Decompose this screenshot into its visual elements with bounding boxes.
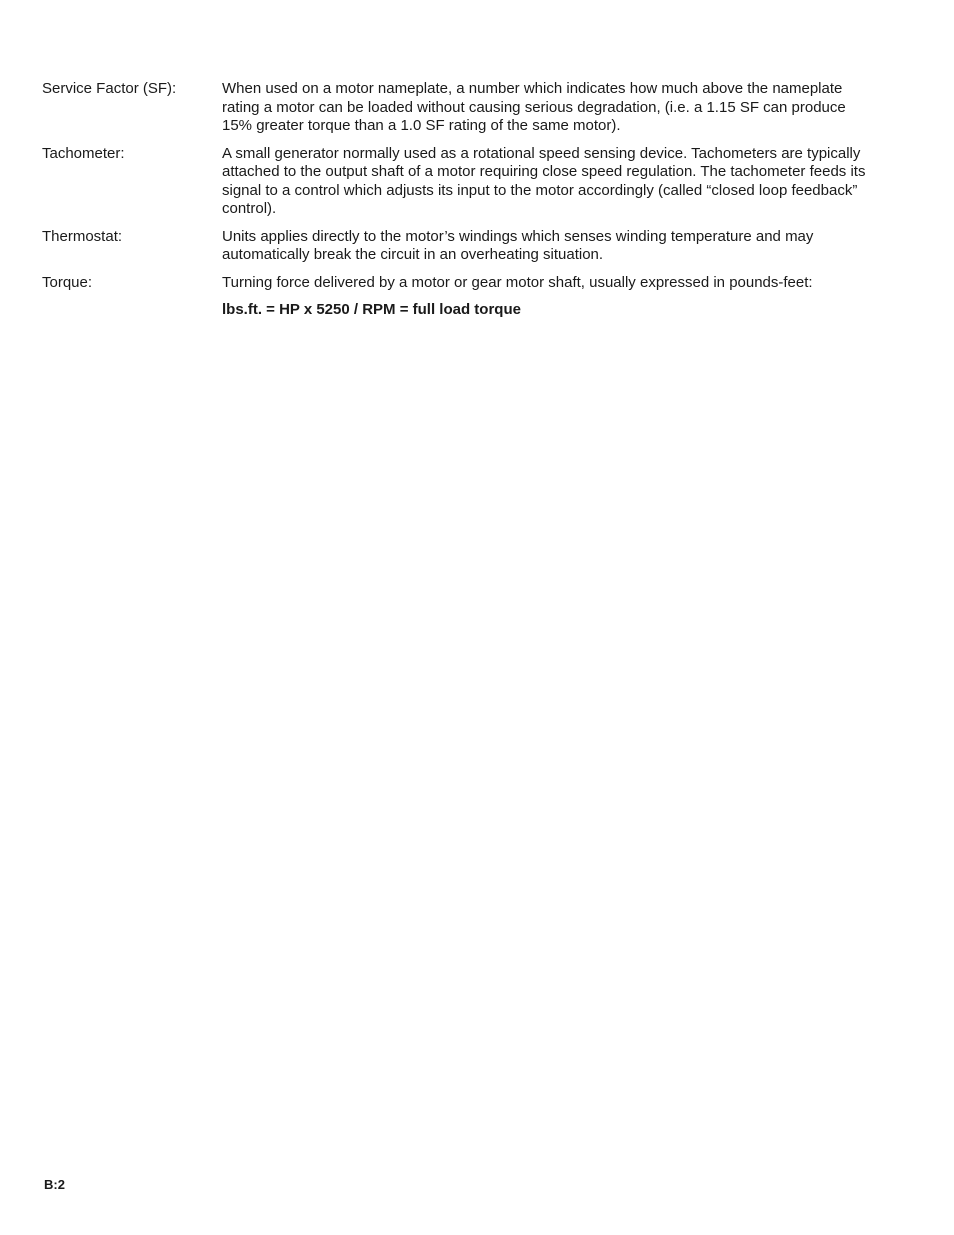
- torque-formula: lbs.ft. = HP x 5250 / RPM = full load torque: [222, 301, 521, 318]
- glossary-term: Torque:: [42, 273, 93, 291]
- glossary-term: Thermostat:: [42, 227, 123, 245]
- glossary-definition: When used on a motor nameplate, a number which indicates how much above the nameplate rating a motor can be loaded without causing serious degradation, (i.e. a 1.15 SF can produce 15% greater torque than a 1.0 SF rating of the same motor).: [222, 80, 846, 134]
- glossary-definition-block: [222, 274, 872, 320]
- glossary-term: Tachometer:: [42, 144, 125, 162]
- glossary-definition: Units applies directly to the motor’s windings which senses winding temperature and may automatically break the circuit in an overheating situation.: [222, 227, 814, 263]
- page-number: B:2: [44, 1177, 65, 1192]
- glossary-entry-torque: [42, 274, 872, 320]
- glossary-entry-tachometer: [42, 145, 872, 219]
- glossary-list: [42, 80, 872, 329]
- glossary-term: Service Factor (SF):: [42, 80, 177, 97]
- glossary-definition: A small generator normally used as a rotational speed sensing device. Tachometers are typically attached to the output shaft of a motor requiring close speed regulation. The tachometer feeds its signal to a control which adjusts its input to the motor accordingly (called “closed loop feedback” control).: [222, 144, 866, 217]
- glossary-entry-service-factor: [42, 80, 872, 136]
- glossary-entry-thermostat: [42, 228, 872, 265]
- glossary-definition: Turning force delivered by a motor or gear motor shaft, usually expressed in pounds-feet:: [222, 273, 813, 291]
